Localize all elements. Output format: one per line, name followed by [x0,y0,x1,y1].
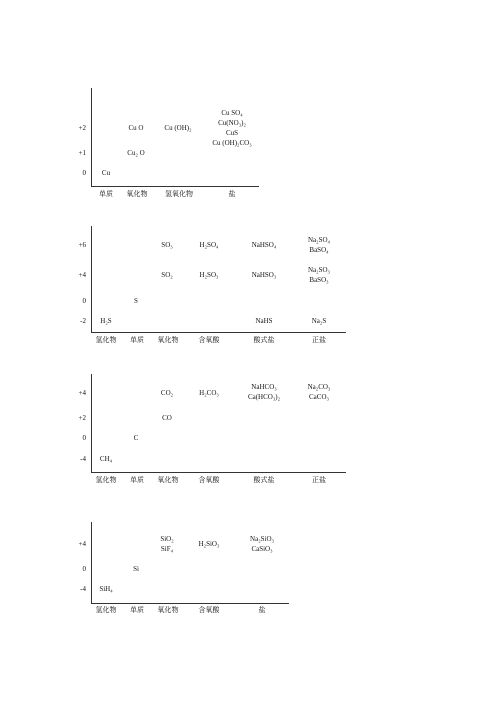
compound-si: Si [133,565,139,573]
y-label: +2 [78,414,86,422]
compound-h2s: H₂S [100,317,112,325]
x-label: 正盐 [312,476,326,484]
x-label: 氢氧化物 [165,190,193,198]
x-label: 含氧酸 [198,336,220,344]
x-label: 单质 [130,336,144,344]
y-label: +6 [78,241,86,249]
compound-s: S [134,297,138,305]
y-label: +4 [78,389,86,397]
y-label: 0 [82,565,86,573]
compound: NaHCO₃ [251,383,277,391]
compound-si-oxides [160,534,173,554]
compound-so3: SO₃ [161,241,173,249]
compound-h2so4: H₂SO₄ [199,241,219,249]
x-label: 含氧酸 [198,606,220,614]
compound: BaSO₄ [309,246,329,254]
x-label: 正盐 [312,336,326,344]
compound-cu2o: Cu₂ O [127,149,145,157]
x-label: 氢化物 [95,336,117,344]
x-label: 氢化物 [95,606,117,614]
compound-ch4: CH₄ [99,455,113,463]
y-label: -4 [80,455,86,463]
compound-h2sio3: H₂SiO₃ [198,540,220,548]
y-axis [91,522,92,603]
x-label: 氧化物 [126,190,148,198]
compound: Cu SO₄ [221,109,243,117]
compound: Na₂CO₃ [307,383,331,391]
x-label: 单质 [130,476,144,484]
x-label: 氧化物 [157,336,179,344]
compound: SiO₂ [160,535,174,543]
y-label: 0 [82,434,86,442]
compound-cuoh2: Cu (OH)₂ [164,124,192,132]
compound-cuo: Cu O [128,124,144,132]
x-label: 单质 [99,190,113,198]
compound-so2: SO₂ [161,271,173,279]
compound: BaSO₃ [309,276,329,284]
compound: Ca(HCO₃)₂ [247,393,281,401]
y-label: +2 [78,124,86,132]
compound: Na₂SO₄ [308,236,330,244]
compound: CaCO₃ [309,393,329,401]
x-label: 氧化物 [157,476,179,484]
x-label: 氧化物 [157,606,179,614]
y-label: +4 [78,271,86,279]
compound-nahs: NaHS [255,317,273,325]
y-label: +4 [78,540,86,548]
y-label: 0 [82,169,86,177]
compound: SiF₄ [160,545,174,553]
y-label: -4 [80,585,86,593]
x-label: 酸式盐 [253,476,275,484]
compound-nahso3: NaHSO₃ [251,271,277,279]
compound-na2s: Na₂S [311,317,327,325]
compound: CuS [225,129,239,137]
x-label: 酸式盐 [253,336,275,344]
x-label: 氢化物 [95,476,117,484]
compound-h2so3: H₂SO₃ [199,271,219,279]
y-label: +1 [78,149,86,157]
compound-silicates [250,534,274,554]
compound-cu: Cu [101,169,111,177]
y-label: -2 [80,317,86,325]
x-label: 单质 [130,606,144,614]
compound: Cu(NO₃)₂ [218,119,246,127]
x-axis [91,603,289,604]
compound: Na₂SiO₃ [250,535,274,543]
x-label: 含氧酸 [198,476,220,484]
compound-co2: CO₂ [160,389,174,397]
compound: Cu (OH)₂CO₃ [212,139,252,147]
compound-h2co3: H₂CO₃ [199,389,219,397]
compound-c: C [133,434,139,442]
x-label: 盐 [258,606,266,614]
x-label: 盐 [228,190,236,198]
compound: Na₂SO₃ [308,266,330,274]
compound-sih4: SiH₄ [99,585,113,593]
compound: CaSiO₃ [251,545,273,553]
compound-nahso4: NaHSO₄ [251,241,277,249]
y-label: 0 [82,297,86,305]
compound-co: CO [162,414,172,422]
